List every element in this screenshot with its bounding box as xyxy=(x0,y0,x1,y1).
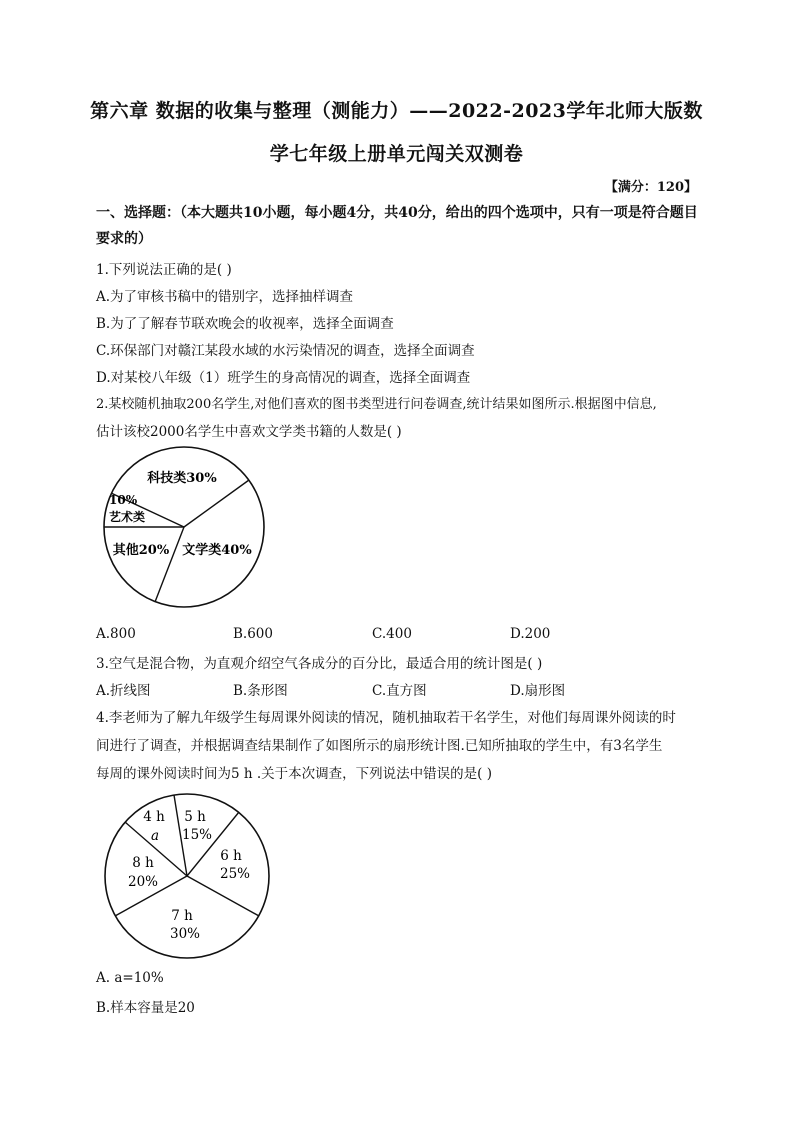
q3-stem: 3.空气是混合物，为直观介绍空气各成分的百分比，最适合用的统计图是( ) xyxy=(96,656,543,672)
q2-option-d: D.200 xyxy=(510,626,551,642)
slice-label-8h-time: 8 h xyxy=(132,855,154,871)
q3-option-d: D.扇形图 xyxy=(510,683,566,699)
q2-option-a: A.800 xyxy=(96,626,136,642)
q1-option-d: D.对某校八年级（1）班学生的身高情况的调查，选择全面调查 xyxy=(96,370,471,386)
q2-stem-line1: 2.某校随机抽取200名学生,对他们喜欢的图书类型进行问卷调查,统计结果如图所示.根据图中信息, xyxy=(96,397,657,412)
q1-option-c: C.环保部门对赣江某段水域的水污染情况的调查，选择全面调查 xyxy=(96,343,475,359)
slice-label-yishu-name: 艺术类 xyxy=(109,510,146,524)
pie-chart-reading-time xyxy=(97,790,277,970)
slice-label-8h-percent: 20% xyxy=(127,874,159,890)
q1-option-b: B.为了了解春节联欢晚会的收视率，选择全面调查 xyxy=(96,316,394,332)
slice-label-kejilei: 科技类30% xyxy=(147,471,217,486)
slice-label-5h-percent: 15% xyxy=(181,827,213,843)
slice-label-4h-time: 4 h xyxy=(143,809,165,825)
q3-option-a: A.折线图 xyxy=(96,683,151,699)
q1-stem: 1.下列说法正确的是( ) xyxy=(96,262,232,278)
q2-option-b: B.600 xyxy=(233,626,273,642)
pie-chart-book-types xyxy=(96,440,276,620)
q4-stem-line1: 4.李老师为了解九年级学生每周课外阅读的情况，随机抽取若干名学生，对他们每周课外阅读的时 xyxy=(96,710,676,726)
slice-label-6h-time: 6 h xyxy=(220,848,242,864)
q1-option-a: A.为了审核书稿中的错别字，选择抽样调查 xyxy=(96,289,354,305)
q2-option-c: C.400 xyxy=(372,626,412,642)
slice-label-4h-percent: a xyxy=(150,828,160,844)
slice-label-5h-time: 5 h xyxy=(184,809,206,825)
section-heading: 一、选择题：（本大题共10小题，每小题4分，共40分，给出的四个选项中，只有一项是符合题目要求的） xyxy=(96,205,698,247)
q4-stem-line2: 间进行了调查，并根据调查结果制作了如图所示的扇形统计图.已知所抽取的学生中，有3名学生 xyxy=(96,738,663,754)
q3-option-c: C.直方图 xyxy=(372,683,427,699)
slice-label-yishu-percent: 10% xyxy=(109,493,138,507)
q3-option-b: B.条形图 xyxy=(233,683,288,699)
document-title-line2: 学七年级上册单元闯关双测卷 xyxy=(269,143,524,165)
q2-stem-line2: 估计该校2000名学生中喜欢文学类书籍的人数是( ) xyxy=(96,424,402,440)
q4-option-a: A. a=10% xyxy=(96,970,164,986)
slice-label-7h-time: 7 h xyxy=(171,908,193,924)
slice-label-6h-percent: 25% xyxy=(219,866,251,882)
full-score-label: 【满分：120】 xyxy=(604,180,697,195)
slice-label-7h-percent: 30% xyxy=(169,926,201,942)
q4-stem-line3: 每周的课外阅读时间为5 h .关于本次调查，下列说法中错误的是( ) xyxy=(96,766,492,782)
q4-option-b: B.样本容量是20 xyxy=(96,1000,195,1016)
document-title-line1: 第六章 数据的收集与整理（测能力）——2022-2023学年北师大版数 xyxy=(90,100,703,122)
slice-label-wenxue: 文学类40% xyxy=(182,543,252,558)
slice-label-qita: 其他20% xyxy=(112,543,170,558)
